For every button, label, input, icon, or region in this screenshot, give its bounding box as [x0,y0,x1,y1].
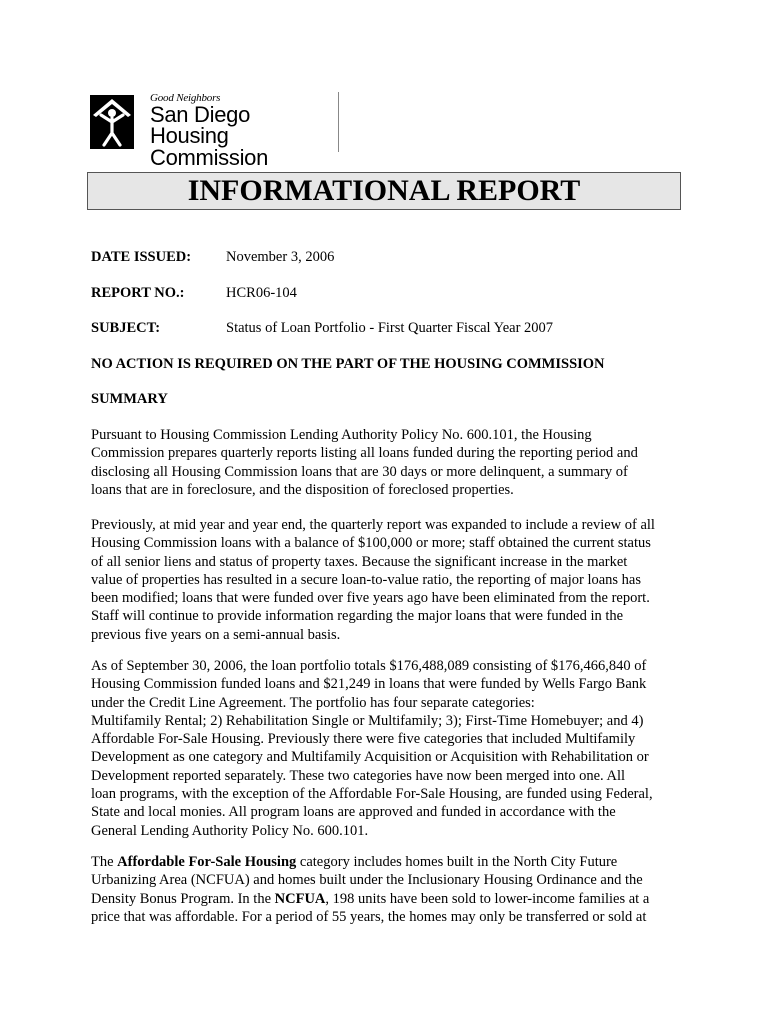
date-issued-label: DATE ISSUED: [91,249,192,265]
text-run: Density Bonus Program. In the [91,890,275,907]
paragraph-4 [91,853,691,926]
report-number-label: REPORT NO.: [91,285,185,301]
paragraph-2 [91,516,691,644]
report-title-banner: INFORMATIONAL REPORT [87,172,681,210]
paragraph-1 [91,426,691,499]
paragraph-line: Multifamily Rental; 2) Rehabilitation Single or Multifamily; 3); First-Time Homebuyer; and 4) [91,712,644,729]
text-run: The [91,854,118,870]
subject-value: Status of Loan Portfolio - First Quarter Fiscal Year 2007 [226,320,554,336]
logo-tagline: Good Neighbors [150,92,221,104]
paragraph-line: Commission prepares quarterly reports listing all loans funded during the reporting period and [91,445,638,462]
paragraph-line: General Lending Authority Policy No. 600.101. [91,822,369,839]
paragraph-line: Pursuant to Housing Commission Lending Authority Policy No. 600.101, the Housing [91,427,592,443]
text-run: , 198 units have been sold to lower-income families at a [325,890,650,907]
paragraph-line: of all senior liens and status of property taxes. Because the significant increase in the market [91,553,628,570]
paragraph-line: As of September 30, 2006, the loan portfolio totals $176,488,089 consisting of $176,466,840 of [91,658,647,674]
paragraph-line: Staff will continue to provide information regarding the major loans that were funded in the [91,608,624,625]
summary-heading: SUMMARY [91,391,168,407]
text-run: category includes homes built in the North City Future [296,854,618,870]
paragraph-line: Affordable For-Sale Housing. Previously there were five categories that included Multifamily [91,731,636,748]
paragraph-line: Development as one category and Multifamily Acquisition or Acquisition with Rehabilitation or [91,749,649,766]
logo-name-line1: San Diego [150,102,251,127]
no-action-heading: NO ACTION IS REQUIRED ON THE PART OF THE HOUSING COMMISSION [91,356,605,372]
affordable-for-sale-term: Affordable For-Sale Housing [117,854,297,870]
paragraph-line: State and local monies. All program loans are approved and funded in accordance with the [91,804,616,821]
paragraph-line: Previously, at mid year and year end, the quarterly report was expanded to include a review of all [91,517,655,533]
paragraph-line: been modified; loans that were funded over five years ago have been eliminated from the report. [91,590,650,607]
paragraph-line: loan programs, with the exception of the Affordable For-Sale Housing, are funded using Federal, [91,786,653,803]
paragraph-line: Housing Commission funded loans and $21,249 in loans that were funded by Wells Fargo Bank [91,676,647,693]
paragraph-line [91,853,691,871]
paragraph-line: loans that are in foreclosure, and the disposition of foreclosed properties. [91,481,514,498]
subject-label: SUBJECT: [91,320,161,336]
paragraph-line: Urbanizing Area (NCFUA) and homes built under the Inclusionary Housing Ordinance and the [91,872,643,889]
paragraph-3 [91,657,691,840]
house-person-logo-icon [90,95,134,149]
ncfua-term: NCFUA [274,890,326,907]
commission-logo [90,92,344,170]
paragraph-line [91,890,691,908]
paragraph-line: Development reported separately. These two categories have now been merged into one. All [91,767,626,784]
logo-name-line2: Housing Commission [150,123,269,170]
date-issued-value: November 3, 2006 [226,249,335,265]
logo-divider [338,92,339,152]
report-number-value: HCR06-104 [226,285,297,301]
paragraph-line: disclosing all Housing Commission loans that are 30 days or more delinquent, a summary of [91,463,628,480]
paragraph-line: value of properties has resulted in a secure loan-to-value ratio, the reporting of major loans has [91,571,642,588]
paragraph-line: price that was affordable. For a period of 55 years, the homes may only be transferred or sold at [91,908,647,925]
paragraph-line: previous five years on a semi-annual basis. [91,626,341,643]
paragraph-line: under the Credit Line Agreement. The portfolio has four separate categories: [91,694,535,711]
paragraph-line: Housing Commission loans with a balance of $100,000 or more; staff obtained the current status [91,535,651,552]
